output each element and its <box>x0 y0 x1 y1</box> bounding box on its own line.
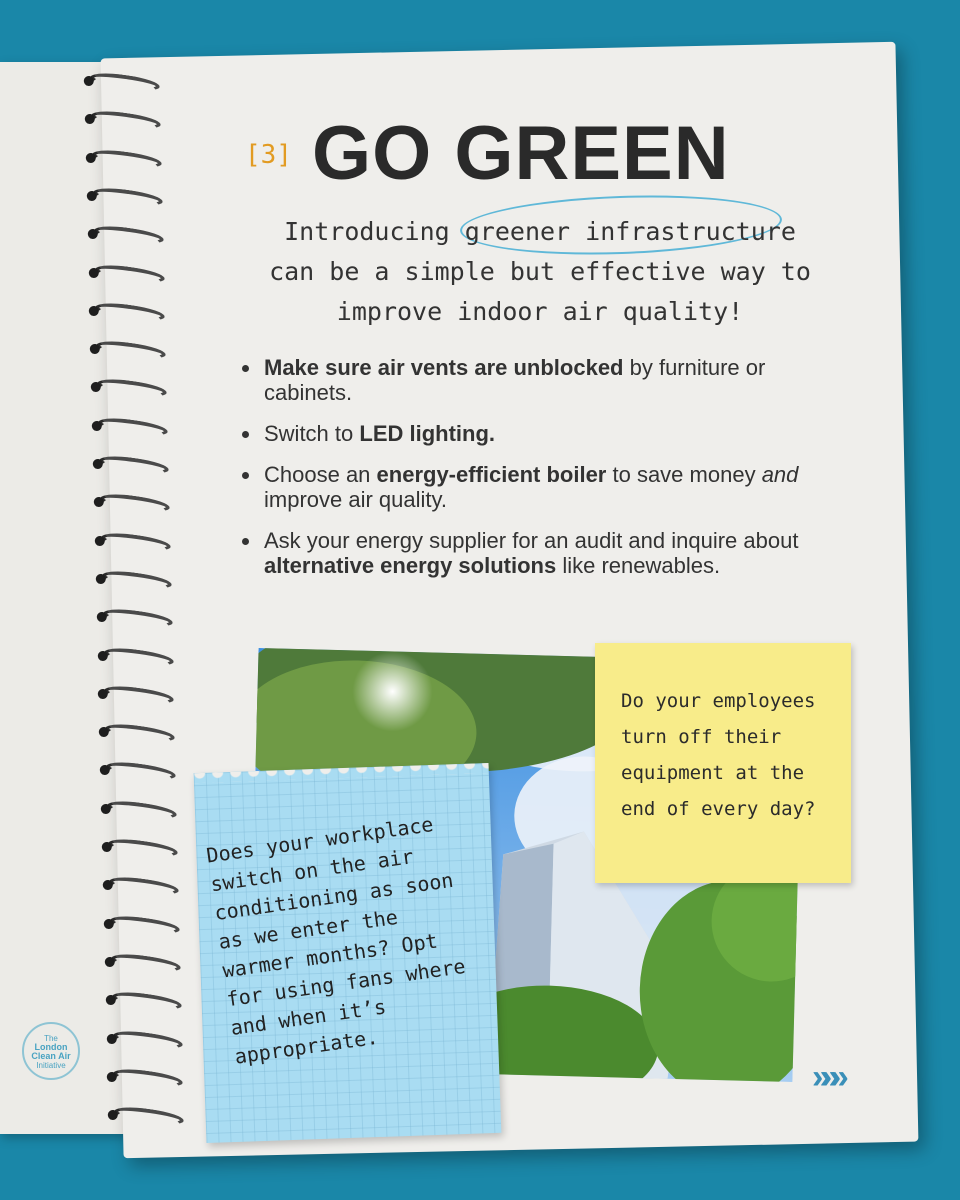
tip-bold: energy-efficient boiler <box>376 462 607 487</box>
sticky-note-yellow: Do your employees turn off their equipment at the end of every day? <box>595 643 851 883</box>
tip-italic: and <box>761 462 799 487</box>
spiral-ring <box>106 798 177 822</box>
spiral-ring <box>91 147 162 171</box>
spiral-ring <box>114 1104 185 1128</box>
tip-text: Ask your energy supplier for an audit and inquire about <box>264 528 799 553</box>
spiral-ring <box>108 874 179 898</box>
step-number: [3] <box>245 140 292 170</box>
spiral-ring <box>100 530 171 554</box>
tip-bold: Make sure air vents are unblocked <box>264 355 624 380</box>
spiral-ring <box>105 721 176 745</box>
list-item <box>240 528 800 578</box>
london-clean-air-logo <box>22 1022 80 1080</box>
logo-line: Initiative <box>36 1061 66 1070</box>
spiral-binding <box>80 75 190 1135</box>
tip-text: to save money <box>606 462 762 487</box>
intro-highlight: greener infrastructure <box>464 217 796 246</box>
spiral-ring <box>112 1028 183 1052</box>
spiral-ring <box>98 453 169 477</box>
tip-text: improve air quality. <box>264 487 447 512</box>
spiral-ring <box>110 951 181 975</box>
spiral-ring <box>97 415 168 439</box>
spiral-ring <box>93 223 164 247</box>
tip-text: Choose an <box>264 462 377 487</box>
tip-text: like renewables. <box>556 553 721 578</box>
tip-text: Switch to <box>264 421 360 446</box>
list-item <box>240 355 800 405</box>
logo-line: The <box>44 1034 58 1043</box>
tip-bold: LED lighting. <box>359 421 496 446</box>
intro-line1-pre: Introducing <box>284 217 450 246</box>
sticky-note-blue <box>194 763 502 1143</box>
spiral-ring <box>106 760 177 784</box>
spiral-ring <box>92 185 163 209</box>
spiral-ring <box>102 606 173 630</box>
spiral-ring <box>107 836 178 860</box>
spiral-ring <box>109 913 180 937</box>
intro-line2: can be a simple but effective way to <box>269 257 811 286</box>
list-item <box>240 462 800 512</box>
intro-text <box>260 212 820 332</box>
blue-note-text: Does your workplace switch on the air conditioning as soon as we enter the warmer months? Opt for using fans where and when it’s appropriate. <box>204 812 467 1069</box>
spiral-ring <box>104 683 175 707</box>
intro-line3: improve indoor air quality! <box>336 297 744 326</box>
tips-list <box>240 355 800 594</box>
spiral-ring <box>90 108 161 132</box>
spiral-ring <box>113 1066 184 1090</box>
logo-line: Clean Air <box>31 1051 71 1061</box>
tip-bold: alternative energy solutions <box>264 553 557 578</box>
spiral-ring <box>101 568 172 592</box>
page-title: GO GREEN <box>312 111 730 196</box>
list-item <box>240 421 800 446</box>
logo-line: London <box>34 1042 68 1052</box>
spiral-ring <box>103 645 174 669</box>
tip-text: by furniture or cabinets. <box>264 355 766 405</box>
spiral-ring <box>96 338 167 362</box>
next-arrow-icon[interactable]: »»» <box>812 1058 839 1096</box>
spiral-ring <box>97 377 168 401</box>
spiral-ring <box>94 262 165 286</box>
spiral-ring <box>95 300 166 324</box>
spiral-ring <box>99 491 170 515</box>
spiral-ring <box>111 989 182 1013</box>
